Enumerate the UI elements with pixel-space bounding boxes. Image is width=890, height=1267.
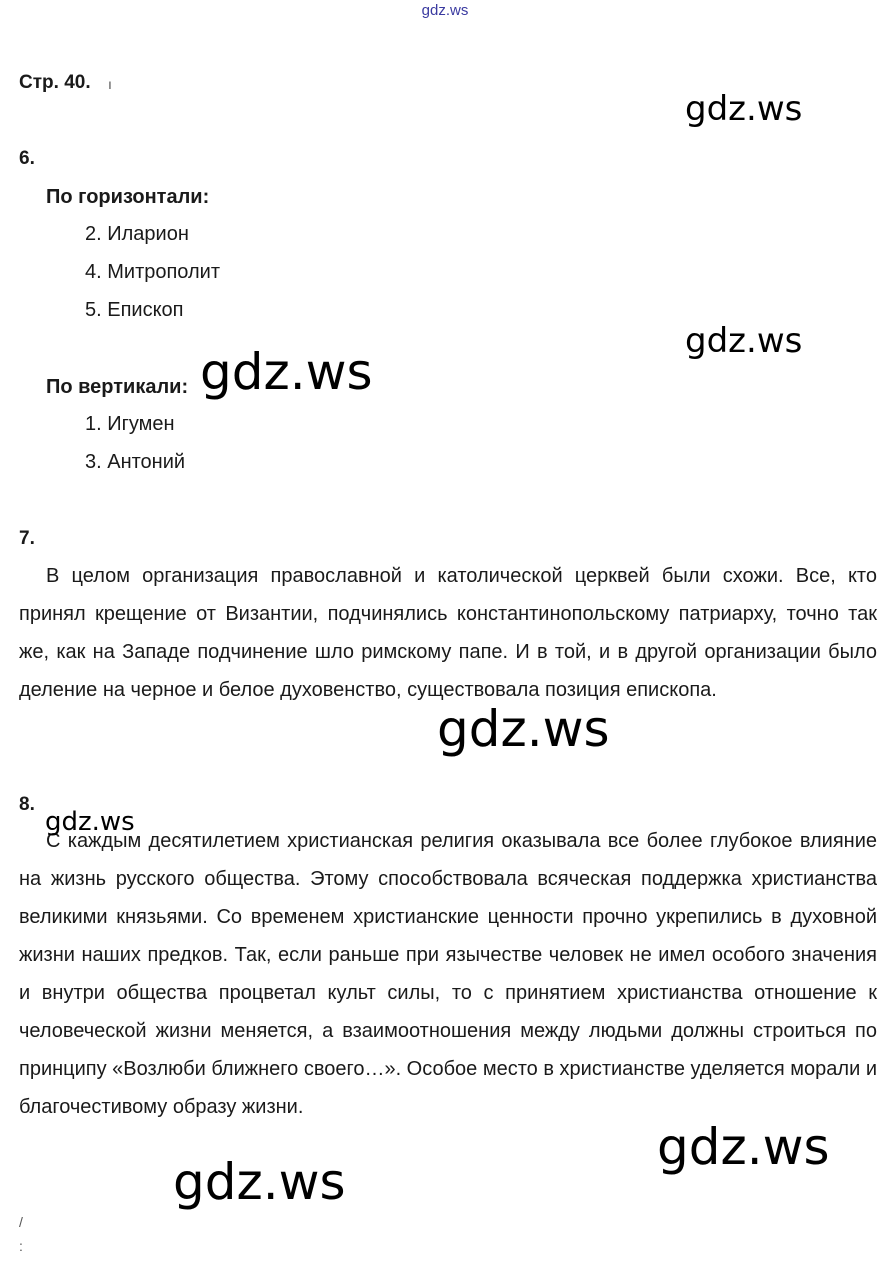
site-mark: gdz.ws [421, 2, 469, 19]
watermark: gdz.ws [685, 321, 803, 361]
vertical-answer: 1. Игумен [85, 413, 175, 435]
watermark: gdz.ws [173, 1153, 346, 1211]
horizontal-answer: 4. Митрополит [85, 261, 220, 283]
task-7-text: В целом организация православной и католической церквей были схожи. Все, кто принял крещение от Византии, подчинялись константинопольскому патриарху, точно так же, как на Западе подчинение шло римскому папе. И в той, и в другой организации было деление на черное и белое духовенство, существовала позиция епископа. [19, 565, 877, 701]
watermark: gdz.ws [685, 89, 803, 129]
page-reference: Стр. 40. [19, 72, 91, 93]
horizontal-heading: По горизонтали: [46, 186, 210, 208]
watermark: gdz.ws [657, 1118, 830, 1176]
task-8-number: 8. [19, 794, 35, 815]
horizontal-answer: 2. Иларион [85, 223, 189, 245]
scan-artifact: / [19, 1214, 23, 1230]
watermark: gdz.ws [200, 343, 373, 401]
task-8-text: С каждым десятилетием христианская религия оказывала все более глубокое влияние на жизнь русского общества. Этому способствовала всяческая поддержка христианства великими князьями. Со временем христианские ценности прочно укрепились в духовной жизни наших предков. Так, если раньше при язычестве человек не имел особого значения и внутри общества процветал культ силы, то с принятием христианства отношение к человеческой жизни меняется, а взаимоотношения между людьми должны строиться по принципу «Возлюби ближнего своего…». Особое место в христианстве уделяется морали и благочестивому образу жизни. [19, 830, 877, 1118]
vertical-answer: 3. Антоний [85, 451, 186, 473]
scan-artifact: ı [108, 76, 112, 92]
task-7-number: 7. [19, 528, 35, 549]
vertical-heading: По вертикали: [46, 376, 189, 398]
watermark: gdz.ws [437, 700, 610, 758]
task-6-number: 6. [19, 148, 35, 169]
horizontal-answer: 5. Епископ [85, 299, 184, 321]
scan-artifact: : [19, 1238, 23, 1254]
watermark: gdz.ws [45, 807, 135, 837]
